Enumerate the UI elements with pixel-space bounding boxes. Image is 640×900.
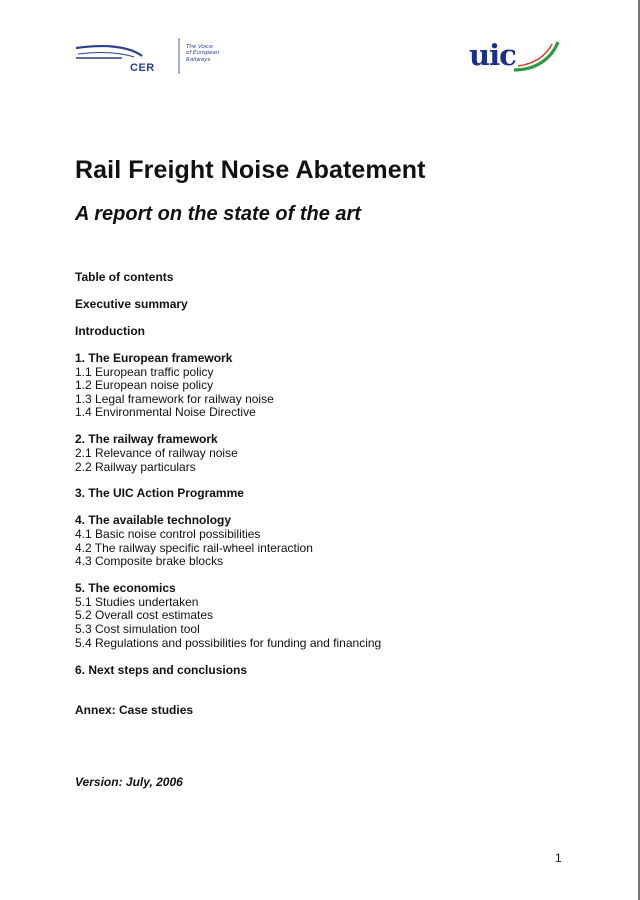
- toc-section-heading: 1. The European framework: [75, 350, 233, 365]
- cer-swoosh-upper: [76, 46, 142, 56]
- uic-red-arc: [518, 44, 552, 66]
- version-note: Version: July, 2006: [75, 775, 183, 789]
- cer-tagline: The Voice of European Railways: [186, 44, 220, 63]
- toc-item: 5.4 Regulations and possibilities for funding and financing: [75, 635, 382, 650]
- toc-item: 4.2 The railway specific rail-wheel interaction: [75, 540, 313, 555]
- toc-item: 5.2 Overall cost estimates: [75, 608, 214, 623]
- toc-item: 5.1 Studies undertaken: [75, 594, 199, 609]
- toc-section-heading: 3. The UIC Action Programme: [75, 486, 244, 501]
- toc-item: 1.4 Environmental Noise Directive: [75, 405, 256, 420]
- toc-item: 4.1 Basic noise control possibilities: [75, 527, 261, 542]
- toc-item: 5.3 Cost simulation tool: [75, 622, 200, 637]
- cer-swoosh-mid: [78, 53, 134, 57]
- uic-logo-text: uic: [469, 38, 516, 72]
- toc-item: 4.3 Composite brake blocks: [75, 554, 224, 569]
- toc-item: 1.2 European noise policy: [75, 378, 214, 393]
- toc-introduction: Introduction: [75, 323, 145, 338]
- toc-annex: Annex: Case studies: [75, 702, 194, 717]
- page-number: 1: [555, 851, 562, 865]
- toc-title: Table of contents: [75, 270, 174, 284]
- report-title: Rail Freight Noise Abatement: [75, 156, 426, 184]
- table-of-contents: [75, 271, 381, 718]
- toc-section-heading: 4. The available technology: [75, 513, 232, 528]
- toc-section-heading: 6. Next steps and conclusions: [75, 662, 248, 677]
- report-subtitle: A report on the state of the art: [75, 203, 361, 225]
- toc-section-heading: 2. The railway framework: [75, 432, 218, 447]
- toc-item: 2.1 Relevance of railway noise: [75, 445, 238, 460]
- cer-logo-text: CER: [130, 62, 155, 74]
- toc-item: 2.2 Railway particulars: [75, 459, 196, 474]
- toc-executive-summary: Executive summary: [75, 296, 188, 311]
- toc-section-heading: 5. The economics: [75, 581, 176, 596]
- toc-item: 1.1 European traffic policy: [75, 364, 214, 379]
- toc-item: 1.3 Legal framework for railway noise: [75, 391, 274, 406]
